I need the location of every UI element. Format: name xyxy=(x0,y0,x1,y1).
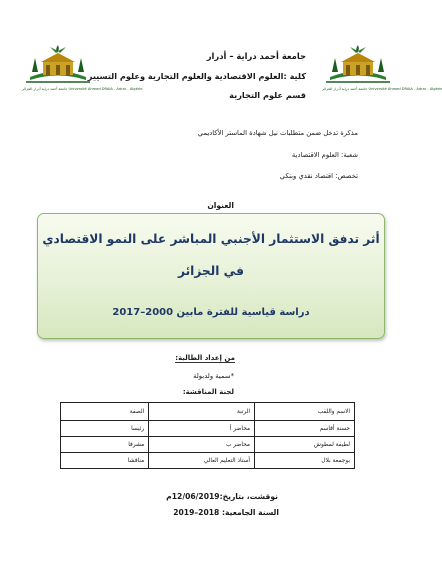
jury-member-rank: محاضر أ xyxy=(149,421,255,437)
column-header-role: الصفة xyxy=(61,403,149,421)
department-name: قسم علوم التجارية xyxy=(229,90,306,100)
jury-member-role: رئيسا xyxy=(61,421,149,437)
university-logo-right xyxy=(322,44,442,104)
jury-member-name: بوجمعة بلال xyxy=(255,453,355,469)
university-logo-left xyxy=(22,44,143,104)
thesis-title-line-1: أثر تدفق الاستثمار الأجنبي المباشر على النمو الاقتصادي xyxy=(42,232,380,246)
prepared-by-label: من إعداد الطالبة: xyxy=(175,354,235,362)
column-header-name: الاسم واللقب xyxy=(255,403,355,421)
logo-caption: جامعة أحمد دراية أدرار الجزائر Université Ahmed DRAIA - Adrar - Algérie xyxy=(322,87,442,91)
field-of-study: شعبة: العلوم الاقتصادية xyxy=(291,151,358,159)
jury-member-name: حسنة أقاسم xyxy=(255,421,355,437)
jury-member-role: مناقشا xyxy=(61,453,149,469)
defense-date: نوقشت، بتاريخ:12/06/2019م xyxy=(166,492,278,501)
jury-member-rank: محاضر ب xyxy=(149,437,255,453)
committee-label: لجنة المناقشة: xyxy=(182,388,234,396)
thesis-subtitle: دراسة قياسية للفترة مابين 2000–2017 xyxy=(112,307,310,318)
university-name: جامعة أحمد دراية – أدرار xyxy=(206,51,306,61)
jury-member-role: مشرفا xyxy=(61,437,149,453)
jury-table xyxy=(60,402,355,469)
table-row xyxy=(61,453,355,469)
title-label: العنوان xyxy=(207,201,234,210)
thesis-title-box xyxy=(37,213,385,339)
specialty: تخصص: اقتصاد نقدي وبنكي xyxy=(279,172,358,180)
faculty-name: كلية :العلوم الاقتصادية والعلوم التجارية وعلوم التسيير xyxy=(87,71,306,81)
thesis-title-line-2: في الجزائر xyxy=(177,264,244,278)
logo-caption: جامعة أحمد دراية أدرار الجزائر Université Ahmed DRAIA - Adrar - Algérie xyxy=(22,87,143,91)
student-name: *سمية ولدبولة xyxy=(193,372,234,380)
jury-member-name: لطيفة لمطوش xyxy=(255,437,355,453)
memo-purpose: مذكرة تدخل ضمن متطلبات نيل شهادة الماستر الأكاديمي xyxy=(197,129,358,137)
jury-member-rank: أستاذ التعليم العالي xyxy=(149,453,255,469)
table-header-row xyxy=(61,403,355,421)
column-header-rank: الرتبة xyxy=(149,403,255,421)
table-row xyxy=(61,421,355,437)
table-row xyxy=(61,437,355,453)
academic-year: السنة الجامعية: 2018–2019 xyxy=(173,508,279,517)
